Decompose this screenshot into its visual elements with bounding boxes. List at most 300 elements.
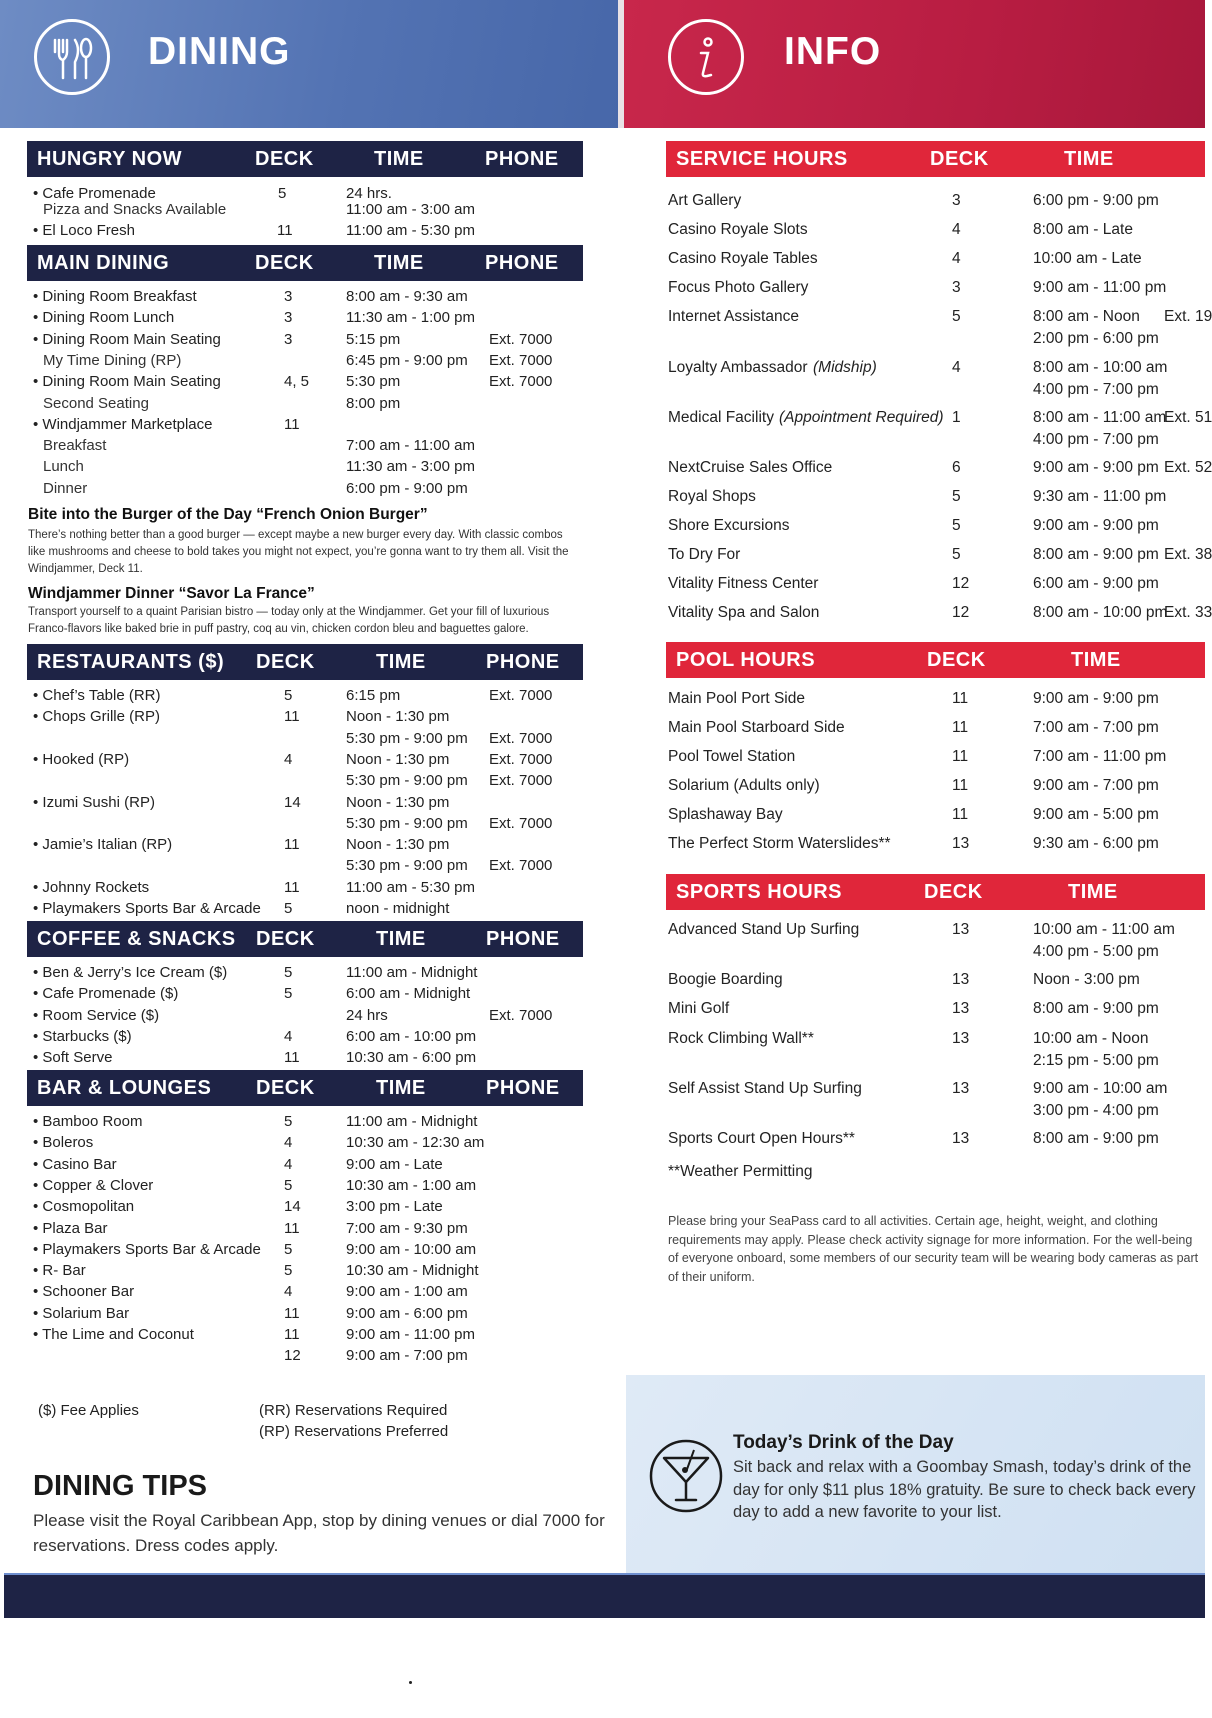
row-time: 9:00 am - 9:00 pm (1033, 517, 1159, 534)
row-name: • Soft Serve (33, 1049, 113, 1067)
row-deck: 13 (952, 835, 970, 852)
legend-rr: (RR) Reservations Required (259, 1402, 448, 1419)
row-phone: Ext. 7000 (489, 373, 553, 391)
sports-hours-header (666, 874, 1205, 910)
row-deck: 3 (284, 288, 293, 305)
row-time: 11:00 am - Midnight (346, 964, 478, 981)
row-time: 9:00 am - 7:00 pm (1033, 777, 1159, 794)
table-row (33, 983, 583, 1004)
row-time-second: 4:00 pm - 7:00 pm (1033, 380, 1159, 398)
row-deck: 3 (952, 192, 961, 209)
service-hours-header (666, 141, 1205, 177)
row-time-second: 4:00 pm - 5:00 pm (1033, 942, 1159, 960)
row-name: My Time Dining (RP) (43, 351, 182, 369)
row-name: Second Seating (43, 394, 149, 412)
row-name: • Boleros (33, 1134, 94, 1152)
row-time: 5:30 pm - 9:00 pm (346, 814, 468, 832)
row-name: • Starbucks ($) (33, 1027, 132, 1045)
table-row (33, 962, 583, 983)
row-time: 8:00 am - 11:00 am (1033, 409, 1167, 426)
table-row (33, 728, 583, 749)
header-phone: PHONE (486, 927, 560, 950)
row-name: Splashaway Bay (668, 806, 783, 823)
weather-note: **Weather Permitting (668, 1163, 813, 1180)
row-name: Rock Climbing Wall** (668, 1030, 814, 1047)
row-name: • Playmakers Sports Bar & Arcade (33, 900, 261, 917)
row-name: • Dining Room Lunch (33, 309, 175, 327)
legend-fee: ($) Fee Applies (38, 1402, 139, 1419)
table-row (33, 877, 583, 898)
promo-dinner-title: Windjammer Dinner “Savor La France” (28, 585, 315, 602)
row-deck: 13 (952, 1130, 970, 1147)
row-phone: Ext. 7000 (489, 814, 553, 832)
table-row (668, 602, 1212, 624)
header-time: TIME (374, 147, 424, 170)
header-deck: DECK (256, 650, 315, 673)
row-deck: 5 (952, 488, 961, 505)
row-time: 7:00 am - 7:00 pm (1033, 719, 1159, 736)
row-deck: 4 (952, 221, 961, 238)
row-time: 9:00 am - 10:00 am (346, 1240, 477, 1258)
header-deck: DECK (927, 648, 986, 671)
header-time: TIME (1068, 880, 1118, 903)
row-deck: 14 (284, 1198, 301, 1216)
row-deck: 5 (284, 1176, 293, 1194)
header-label: SPORTS HOURS (676, 880, 843, 903)
row-time: 7:00 am - 9:30 pm (346, 1219, 468, 1237)
row-deck: 1 (952, 409, 961, 426)
row-time: 6:00 am - 10:00 pm (346, 1027, 477, 1045)
table-row (668, 1128, 1205, 1150)
row-time: 6:00 am - Midnight (346, 985, 471, 1003)
row-time: 8:00 am - 9:30 am (346, 288, 468, 305)
row-name: Pizza and Snacks Available (43, 201, 227, 218)
header-label: BAR & LOUNGES (37, 1076, 212, 1099)
row-deck: 4 (284, 1155, 293, 1173)
header-deck: DECK (255, 147, 314, 170)
row-time: 11:00 am - 5:30 pm (346, 878, 475, 896)
header-label: MAIN DINING (37, 251, 170, 274)
row-time: 9:00 am - 10:00 am (1033, 1080, 1168, 1097)
header-label: RESTAURANTS ($) (37, 650, 225, 673)
row-phone: Ext. 7000 (489, 330, 553, 348)
row-deck: 4 (284, 1027, 293, 1045)
row-name: • R- Bar (33, 1262, 86, 1280)
row-name: • Cafe Promenade (33, 185, 156, 202)
table-row (33, 286, 583, 307)
table-row (33, 1303, 583, 1324)
hungry-now-header (27, 141, 583, 177)
row-time: 9:00 am - 11:00 pm (346, 1326, 475, 1343)
row-time: 9:00 am - Late (346, 1155, 443, 1173)
table-row (33, 1026, 583, 1047)
row-deck: 11 (284, 1049, 300, 1067)
row-deck: 11 (284, 415, 300, 433)
table-row (668, 219, 1205, 241)
table-row (668, 407, 1212, 451)
table-row (33, 749, 583, 770)
row-deck: 11 (284, 878, 300, 896)
row-time: 8:00 am - 9:00 pm (1033, 546, 1159, 563)
row-deck: 4 (952, 359, 961, 376)
row-name: • Schooner Bar (33, 1283, 135, 1301)
table-row (668, 717, 1205, 739)
row-time: 5:30 pm - 9:00 pm (346, 857, 468, 875)
row-time: 9:00 am - 11:00 pm (1033, 279, 1167, 296)
row-time: 8:00 pm (346, 394, 401, 412)
row-deck: 6 (952, 459, 961, 476)
table-row (668, 919, 1205, 963)
dining-banner (0, 0, 620, 128)
row-name: Main Pool Starboard Side (668, 719, 845, 736)
table-row (33, 1345, 583, 1366)
row-deck: 13 (952, 1080, 970, 1097)
table-row (33, 1175, 583, 1196)
table-row (43, 393, 583, 414)
row-phone: Ext. 7000 (489, 687, 553, 704)
table-row (668, 573, 1205, 595)
drink-text-line: Sit back and relax with a Goombay Smash, today’s drink of the (733, 1458, 1192, 1476)
row-time: 5:30 pm - 9:00 pm (346, 772, 468, 790)
row-name: Solarium (Adults only) (668, 777, 820, 794)
header-label: SERVICE HOURS (676, 147, 848, 170)
table-row (668, 357, 1205, 401)
row-time: 6:00 pm - 9:00 pm (346, 479, 468, 497)
martini-icon (648, 1438, 724, 1519)
row-name: Royal Shops (668, 488, 756, 505)
row-name: Advanced Stand Up Surfing (668, 921, 860, 938)
row-deck: 11 (284, 836, 300, 854)
row-deck: 5 (284, 1262, 293, 1280)
row-time-second: 2:00 pm - 6:00 pm (1033, 329, 1159, 347)
row-name: Internet Assistance (668, 308, 799, 325)
row-deck: 11 (284, 1326, 300, 1343)
row-deck: 11 (952, 806, 969, 823)
drink-text-line: day to add a new favorite to your list. (733, 1503, 1002, 1521)
row-deck: 13 (952, 1030, 970, 1047)
row-time: 10:00 am - Late (1033, 250, 1142, 267)
row-time: 7:00 am - 11:00 am (346, 437, 475, 455)
row-phone: Ext. 51 (1164, 409, 1212, 426)
row-time: 5:30 pm (346, 373, 401, 391)
table-row (668, 1028, 1205, 1072)
table-row (33, 855, 583, 876)
row-time: 9:30 am - 6:00 pm (1033, 835, 1159, 852)
row-name: Main Pool Port Side (668, 690, 805, 707)
row-name: NextCruise Sales Office (668, 459, 833, 476)
row-time: 11:30 am - 1:00 pm (346, 309, 475, 327)
header-time: TIME (376, 1076, 426, 1099)
row-deck: 13 (952, 921, 970, 938)
row-time: 6:00 am - 9:00 pm (1033, 575, 1159, 592)
row-name: • Dining Room Breakfast (33, 288, 197, 305)
info-icon (668, 19, 744, 95)
row-time: 8:00 am - Noon (1033, 308, 1140, 325)
row-name: Shore Excursions (668, 517, 790, 534)
header-phone: PHONE (485, 251, 559, 274)
row-name: Vitality Spa and Salon (668, 604, 820, 621)
row-name: • Izumi Sushi (RP) (33, 793, 155, 811)
row-time: 5:15 pm (346, 330, 401, 348)
row-time: 11:00 am - 5:30 pm (346, 222, 475, 239)
table-row (33, 1111, 583, 1132)
row-name-note: (Appointment Required) (779, 409, 944, 426)
table-row (668, 457, 1212, 479)
promo-dinner-text: Transport yourself to a quaint Parisian bistro — today only at the Windjammer. Get your fill of luxurious Franco-flavors like baked brie in puff pastry, coq au vin, chicken cordon bleu and baguettes galore. (28, 606, 550, 635)
promo-burger-text: There’s nothing better than a good burger — except maybe a new burger every day. With classic combos like mushrooms and cheese to bold takes you might not expect, you’re gonna want to try them all. Visit the Windjammer, Deck 11. (28, 529, 569, 575)
row-time: 9:30 am - 11:00 pm (1033, 488, 1167, 505)
row-time: 10:00 am - Noon (1033, 1030, 1149, 1047)
row-name: • Dining Room Main Seating (33, 373, 221, 391)
row-name: Art Gallery (668, 192, 742, 209)
row-deck: 12 (952, 575, 970, 592)
row-name: Self Assist Stand Up Surfing (668, 1080, 862, 1097)
table-row (668, 688, 1205, 710)
table-row (43, 478, 583, 499)
row-deck: 12 (284, 1347, 301, 1365)
info-banner (624, 0, 1205, 128)
drink-text (733, 1456, 1205, 1524)
row-time: noon - midnight (346, 900, 450, 917)
row-time: Noon - 1:30 pm (346, 750, 450, 768)
dining-tips-title: DINING TIPS (33, 1470, 208, 1502)
row-time: 10:30 am - 1:00 am (346, 1176, 477, 1194)
row-time: 8:00 am - 10:00 pm (1033, 604, 1168, 621)
row-deck: 3 (284, 309, 293, 327)
row-time: 5:30 pm - 9:00 pm (346, 729, 468, 747)
row-phone: Ext. 7000 (489, 1006, 553, 1024)
row-name: Mini Golf (668, 1000, 730, 1017)
table-row (33, 1324, 583, 1345)
header-deck: DECK (256, 1076, 315, 1099)
table-row (33, 307, 583, 328)
row-name: Loyalty Ambassador (668, 359, 808, 376)
row-deck: 11 (284, 1304, 300, 1322)
table-row (668, 1078, 1205, 1122)
row-time: 8:00 am - 10:00 am (1033, 359, 1168, 376)
row-name: • Ben & Jerry’s Ice Cream ($) (33, 964, 228, 981)
row-deck: 4 (284, 1134, 293, 1152)
row-name: • Solarium Bar (33, 1304, 130, 1322)
table-row (668, 775, 1205, 797)
row-name: • Windjammer Marketplace (33, 415, 213, 433)
row-time: Noon - 3:00 pm (1033, 971, 1140, 988)
row-name: Boogie Boarding (668, 971, 783, 988)
table-row (668, 969, 1205, 991)
table-row (668, 746, 1205, 768)
row-phone: Ext. 19 (1164, 308, 1212, 325)
row-name: • Dining Room Main Seating (33, 330, 221, 348)
row-deck: 5 (284, 1113, 293, 1130)
row-time: 9:00 am - 6:00 pm (346, 1304, 468, 1322)
row-deck: 12 (952, 604, 970, 621)
row-time: 6:15 pm (346, 687, 401, 704)
table-row (43, 456, 583, 477)
row-time: 9:00 am - 9:00 pm (1033, 690, 1159, 707)
table-row (33, 685, 583, 706)
row-time: 24 hrs. (346, 185, 392, 202)
row-name: Focus Photo Gallery (668, 279, 809, 296)
row-time: 8:00 am - 9:00 pm (1033, 1130, 1159, 1147)
header-label: HUNGRY NOW (37, 147, 182, 170)
row-time-second: 4:00 pm - 7:00 pm (1033, 430, 1159, 448)
table-row (668, 998, 1205, 1020)
table-row (668, 190, 1205, 212)
row-deck: 11 (277, 222, 293, 239)
header-time: TIME (374, 251, 424, 274)
row-deck: 4 (284, 1283, 293, 1301)
row-name: Casino Royale Tables (668, 250, 818, 267)
drink-title: Today’s Drink of the Day (733, 1432, 954, 1453)
row-deck: 11 (952, 748, 969, 765)
pool-hours-header (666, 642, 1205, 678)
main-dining-header (27, 245, 583, 281)
row-time: 7:00 am - 11:00 pm (1033, 748, 1167, 765)
row-name: Vitality Fitness Center (668, 575, 819, 592)
row-time: 8:00 am - 9:00 pm (1033, 1000, 1159, 1017)
table-row (43, 350, 583, 371)
row-name: Breakfast (43, 437, 107, 455)
row-name: • Cosmopolitan (33, 1198, 135, 1216)
row-phone: Ext. 38 (1164, 546, 1212, 563)
table-row (33, 898, 583, 919)
fork-knife-spoon-icon (34, 19, 110, 95)
row-deck: 5 (284, 985, 293, 1003)
row-time: 11:00 am - 3:00 am (346, 201, 475, 218)
row-name: • Cafe Promenade ($) (33, 985, 179, 1003)
row-time: 11:30 am - 3:00 pm (346, 458, 475, 476)
row-name: • Chef’s Table (RR) (33, 687, 161, 704)
row-name: Medical Facility (668, 409, 774, 426)
row-time: Noon - 1:30 pm (346, 793, 450, 811)
table-row (33, 1196, 583, 1217)
table-row (33, 706, 583, 727)
row-deck: 3 (284, 330, 293, 348)
row-name: Pool Towel Station (668, 748, 796, 765)
row-name: • Jamie’s Italian (RP) (33, 836, 173, 854)
row-name: • Copper & Clover (33, 1176, 154, 1194)
table-row (33, 414, 583, 435)
row-time: 10:00 am - 11:00 am (1033, 921, 1175, 938)
table-row (668, 804, 1205, 826)
row-deck: 11 (952, 719, 969, 736)
row-name: Lunch (43, 458, 84, 476)
row-name: To Dry For (668, 546, 741, 563)
row-time: 9:00 am - 5:00 pm (1033, 806, 1159, 823)
table-row (668, 544, 1212, 566)
row-phone: Ext. 7000 (489, 351, 553, 369)
row-name: • Bamboo Room (33, 1113, 143, 1130)
dining-title: DINING (148, 30, 291, 73)
row-name: • Plaza Bar (33, 1219, 108, 1237)
row-phone: Ext. 33 (1164, 604, 1212, 621)
header-time: TIME (376, 927, 426, 950)
table-row (668, 248, 1205, 270)
promo-burger-title: Bite into the Burger of the Day “French Onion Burger” (28, 506, 428, 523)
header-deck: DECK (930, 147, 989, 170)
row-deck: 4 (284, 750, 293, 768)
table-row (668, 515, 1205, 537)
table-row (33, 1132, 583, 1153)
seapass-note: Please bring your SeaPass card to all activities. Certain age, height, weight, and clothing requirements may apply. Please check activity signage for more information. For the well-being of everyone onboard, some members of our security team will be wearing body cameras as part of their uniform. (668, 1214, 1199, 1284)
header-phone: PHONE (486, 650, 560, 673)
page-dot (409, 1681, 412, 1684)
row-time-second: 3:00 pm - 4:00 pm (1033, 1101, 1159, 1119)
row-name: • Hooked (RP) (33, 750, 130, 768)
table-row (668, 833, 1205, 855)
row-name: • Johnny Rockets (33, 878, 150, 896)
row-deck: 5 (284, 687, 293, 704)
table-row (33, 1239, 583, 1260)
row-time: 8:00 am - Late (1033, 221, 1133, 238)
table-row (33, 834, 583, 855)
row-name: • Casino Bar (33, 1155, 117, 1173)
row-time: 10:30 am - Midnight (346, 1262, 479, 1280)
bar-lounges-header (27, 1070, 583, 1106)
row-deck: 5 (278, 185, 287, 202)
footer-bar (4, 1575, 1205, 1618)
header-label: POOL HOURS (676, 648, 816, 671)
table-row (668, 306, 1212, 350)
row-name: • Room Service ($) (33, 1006, 160, 1024)
table-row (33, 1218, 583, 1239)
row-deck: 5 (284, 1240, 293, 1258)
table-row (33, 1281, 583, 1302)
row-deck: 3 (952, 279, 961, 296)
row-deck: 5 (284, 900, 293, 917)
row-name: • El Loco Fresh (33, 222, 135, 239)
dining-tips-text: Please visit the Royal Caribbean App, stop by dining venues or dial 7000 for reservations. Dress codes apply. (33, 1511, 605, 1555)
row-deck: 13 (952, 1000, 970, 1017)
table-row (33, 792, 583, 813)
row-phone: Ext. 7000 (489, 857, 553, 875)
row-deck: 14 (284, 793, 301, 811)
info-title: INFO (784, 30, 882, 73)
row-deck: 11 (952, 777, 969, 794)
row-deck: 11 (284, 708, 300, 726)
table-row (33, 770, 583, 791)
row-time: Noon - 1:30 pm (346, 708, 450, 726)
table-row (43, 435, 583, 456)
header-time: TIME (1071, 648, 1121, 671)
row-deck: 5 (952, 517, 961, 534)
row-time-second: 2:15 pm - 5:00 pm (1033, 1051, 1159, 1069)
table-row (33, 1154, 583, 1175)
drink-text-line: day for only $11 plus 18% gratuity. Be sure to check back every (733, 1480, 1196, 1499)
row-name: The Perfect Storm Waterslides** (668, 835, 891, 852)
header-deck: DECK (256, 927, 315, 950)
row-time: 6:00 pm - 9:00 pm (1033, 192, 1159, 209)
row-time: 11:00 am - Midnight (346, 1113, 478, 1130)
row-time: 9:00 am - 9:00 pm (1033, 459, 1159, 476)
row-deck: 4, 5 (284, 373, 310, 391)
table-row (33, 1047, 583, 1068)
row-deck: 5 (952, 546, 961, 563)
row-deck: 5 (284, 964, 293, 981)
table-row (33, 1260, 583, 1281)
row-name: • The Lime and Coconut (33, 1326, 194, 1343)
row-deck: 11 (284, 1219, 300, 1237)
legend-rp: (RP) Reservations Preferred (259, 1423, 449, 1440)
row-phone: Ext. 52 (1164, 459, 1212, 476)
table-row (33, 329, 583, 350)
row-name: Casino Royale Slots (668, 221, 808, 238)
header-time: TIME (376, 650, 426, 673)
row-time: 6:45 pm - 9:00 pm (346, 351, 468, 369)
header-deck: DECK (924, 880, 983, 903)
row-time: 10:30 am - 6:00 pm (346, 1049, 477, 1067)
row-phone: Ext. 7000 (489, 772, 553, 790)
